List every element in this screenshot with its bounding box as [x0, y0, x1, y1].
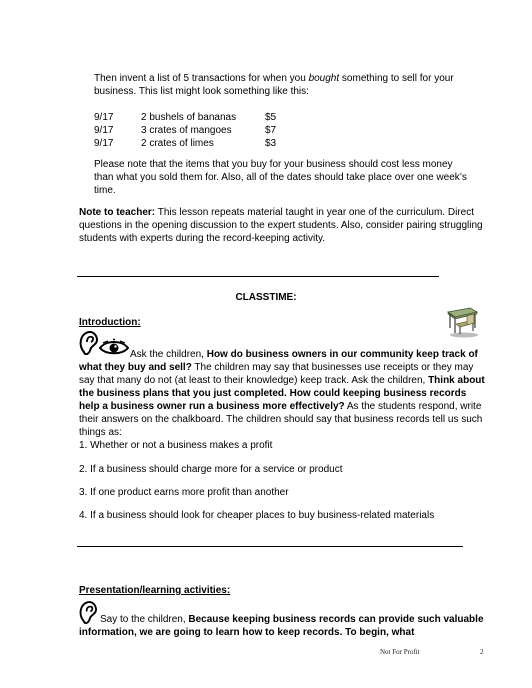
teacher-note-text: This lesson repeats material taught in year one of the curriculum. Direct questions in the opening discussion to the expert students. Also, consider pairing struggling students with experts during the record-keeping activity. [79, 207, 483, 244]
transaction-price: $7 [265, 125, 277, 136]
introduction-heading: Introduction: [79, 317, 141, 328]
presentation-sentence-1: Say to the children, [100, 614, 189, 625]
teacher-note-label: Note to teacher: [79, 207, 156, 218]
intro-text-1: Then invent a list of 5 transactions for when you [94, 73, 309, 84]
transaction-price: $3 [265, 138, 277, 149]
presentation-paragraph [79, 613, 489, 639]
transaction-item: 2 crates of limes [141, 138, 214, 149]
transaction-date: 9/17 [94, 138, 114, 149]
section-divider [77, 276, 439, 277]
intro-paragraph [94, 72, 474, 98]
list-item: 4. If a business should look for cheaper places to buy business-related materials [79, 510, 435, 521]
teacher-note [79, 206, 489, 245]
intro-question-1: How do business owners in our community keep track of what they buy and sell? [79, 349, 478, 373]
presentation-quote: Because keeping business records can provide such valuable information, we are going to learn how to keep records. To begin, what [79, 614, 484, 638]
introduction-paragraph [79, 348, 489, 439]
presentation-heading: Presentation/learning activities: [79, 585, 231, 596]
school-desk-icon [444, 306, 480, 338]
page-number: 2 [480, 648, 484, 656]
transaction-date: 9/17 [94, 125, 114, 136]
list-item: 1. Whether or not a business makes a profit [79, 440, 273, 451]
transaction-item: 2 bushels of bananas [141, 112, 237, 123]
list-item: 3. If one product earns more profit than another [79, 487, 289, 498]
intro-emphasis: bought [308, 73, 340, 84]
list-item: 2. If a business should charge more for a service or product [79, 464, 343, 475]
footer-text: Not For Profit [380, 648, 420, 656]
note-paragraph: Please note that the items that you buy for your business should cost less money than what you sold them for. Also, all of the dates should take place over one week’s time. [94, 159, 467, 196]
intro-text-2: something to sell for your business. This list might look something like this: [94, 73, 454, 97]
intro-sentence-1: Ask the children, [130, 349, 207, 360]
intro-question-2: Think about the business plans that you just completed. How could keeping business records help a business owner run a business more effectively? [79, 375, 485, 412]
classtime-title: CLASSTIME: [235, 292, 297, 303]
transaction-date: 9/17 [94, 112, 114, 123]
section-divider [77, 546, 463, 547]
intro-sentence-3: As the students respond, write their answers on the chalkboard. The children should say that business records tell us such things as: [79, 401, 483, 438]
intro-sentence-2: The children may say that businesses use receipts or they may say that many do not (at least to their knowledge) keep track. Ask the children, [79, 362, 474, 386]
transaction-price: $5 [265, 112, 277, 123]
transaction-item: 3 crates of mangoes [141, 125, 232, 136]
